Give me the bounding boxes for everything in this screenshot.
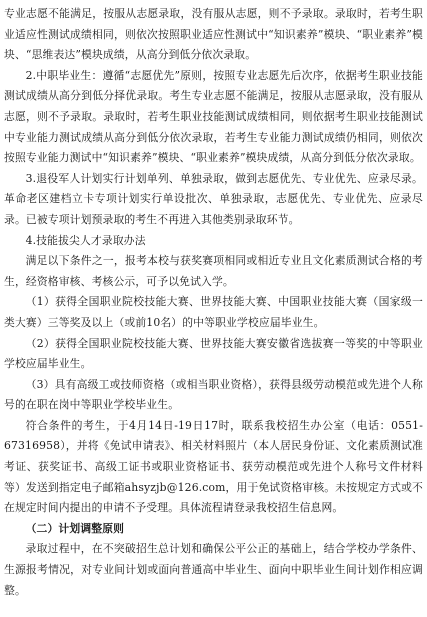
paragraph-application-procedure: 符合条件的考生，于4月14日-19日17时，联系我校招生办公室（电话：0551-67316958），并将《免试申请表》、相关材料照片（本人居民身份证、文化素质测试准考证、获奖证书、高级工证书或职业资格证书、获劳动模范或先进个人称号文件材料等）发送到指定电子邮箱ahsyzjb@126.com，用于免试资格审核。未按规定方式或不在规定时间内提出的申请不予受理。具体流程请登录我校招生信息网。 — [4, 418, 423, 515]
paragraph-skill-talent-title: 4.技能拔尖人才录取办法 — [25, 233, 146, 247]
paragraph-vocational-graduates: 2.中职毕业生：遵循“志愿优先”原则，按照专业志愿先后次序，依据考生职业技能测试成绩从高分到低分择优录取。考生专业志愿不能满足，按服从志愿录取，没有服从志愿，则不予录取。录取时，若考生职业技能测试成绩相同，则依据考生职业技能测试中专业能力测试成绩从高分到低分依次录取，若考生专业能力测试成绩仍相同，则依次按照专业能力测试中“知识素养”模块、“职业素养”模块成绩，从高分到低分依次录取。 — [4, 68, 423, 165]
paragraph-condition-1: （1）获得全国职业院校技能大赛、世界技能大赛、中国职业技能大赛（国家级一类大赛）三等奖及以上（或前10名）的中等职业学校应届毕业生。 — [4, 295, 423, 329]
paragraph-admission-rule-continued: 专业志愿不能满足，按服从志愿录取，没有服从志愿，则不予录取。录取时，若考生职业适应性测试成绩相同，则依次按照职业适应性测试中“知识素养”模块、“职业素养”模块、“思维表达”模块成绩，从高分到低分依次录取。 — [4, 7, 423, 62]
paragraph-exemption-conditions: 满足以下条件之一，报考本校与获奖赛项相同或相近专业且文化素质测试合格的考生，经资格审核、考核公示，可予以免试入学。 — [4, 254, 423, 288]
paragraph-plan-adjustment: 录取过程中，在不突破招生总计划和确保公平公正的基础上，结合学校办学条件、生源报考情况，对专业间计划或面向普通高中毕业生、面向中职毕业生间计划作相应调整。 — [4, 542, 423, 597]
section-heading-plan-adjustment: （二）计划调整原则 — [25, 521, 125, 535]
paragraph-veterans-plan: 3.退役军人计划实行计划单列、单独录取，做到志愿优先、专业优先、应录尽录。革命老区建档立卡专项计划实行单设批次、单独录取，志愿优先、专业优先、应录尽录。已被专项计划预录取的考生不再进入其他类别录取环节。 — [4, 171, 423, 226]
paragraph-condition-3: （3）具有高级工或技师资格（或相当职业资格），获得县级劳动模范或先进个人称号的在职在岗中等职业学校毕业生。 — [4, 377, 423, 412]
document-body — [4, 4, 423, 601]
paragraph-condition-2: （2）获得全国职业院校技能大赛、世界技能大赛安徽省选拔赛一等奖的中等职业学校应届毕业生。 — [4, 336, 423, 371]
